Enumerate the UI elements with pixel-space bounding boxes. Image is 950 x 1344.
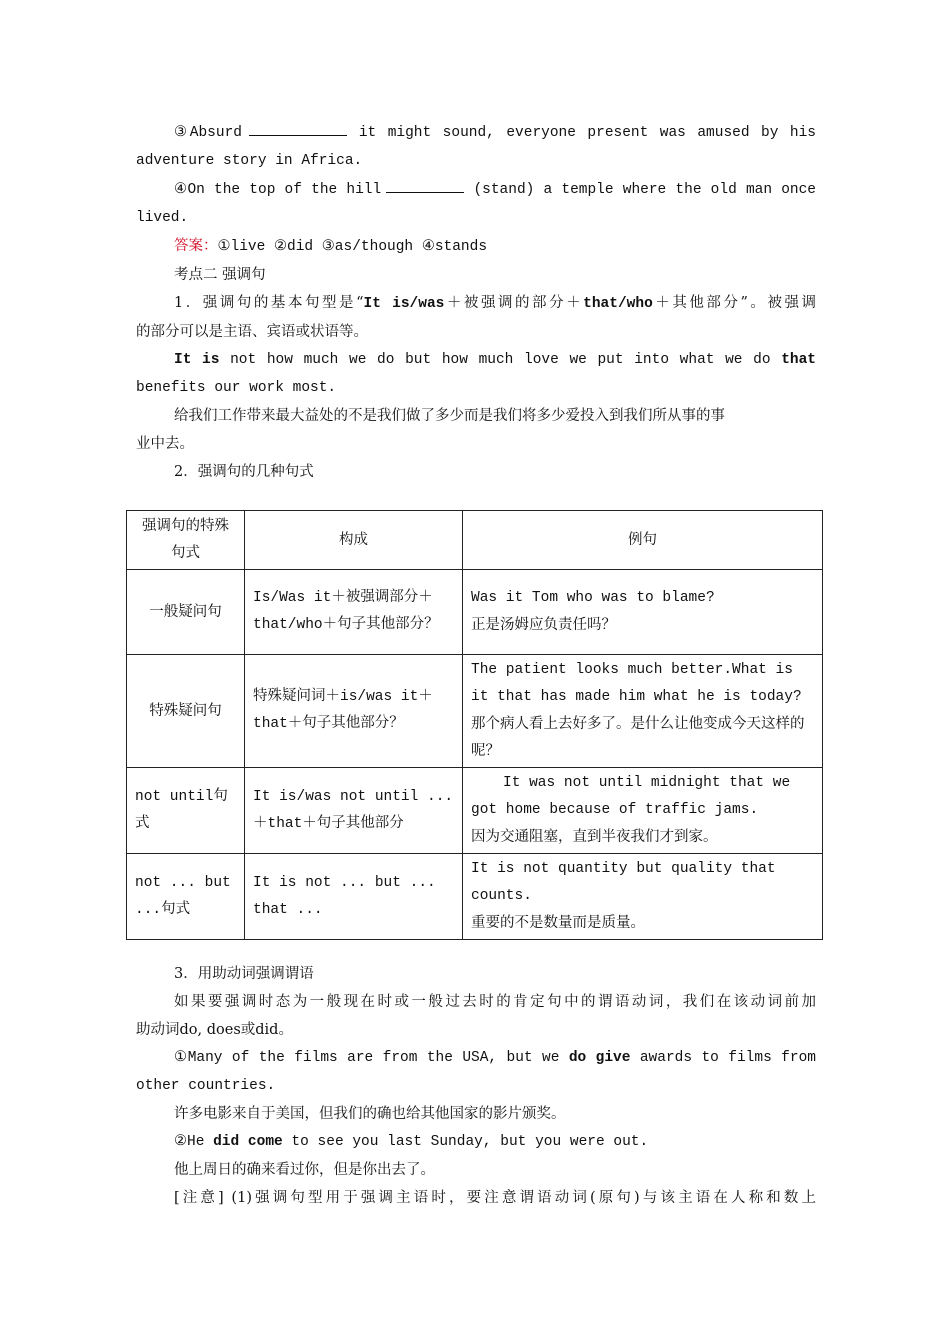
exercise-4-line1: ④On the top of the hill (stand) a temple where the old man once: [136, 175, 816, 204]
example-en-line2: benefits our work most.: [136, 380, 337, 396]
table-cell-example: The patient looks much better.What is it that has made him what he is today? 那个病人看上去好多了。是什么让他变成今天这样的呢？: [463, 655, 823, 768]
section-3-desc-line2: 助动词do, does或did。: [136, 1022, 293, 1038]
table-row: [127, 854, 823, 940]
example-1-line1: ①Many of the films are from the USA, but we do give awards to films from: [174, 1050, 816, 1066]
table-header-row: [127, 511, 823, 570]
exercise-4-line2: lived.: [136, 210, 189, 226]
section-3: [136, 960, 816, 1212]
example-1-line2: other countries.: [136, 1078, 276, 1094]
example-cn-line1: 给我们工作带来最大益处的不是我们做了多少而是我们将多少爱投入到我们所从事的事: [174, 408, 725, 424]
example-1-cn: 许多电影来自于美国，但我们的确也给其他国家的影片颁奖。: [174, 1106, 566, 1122]
table-cell-form: It is not ... but ... that ...: [245, 854, 463, 940]
note-line: [注意] (1)强调句型用于强调主语时，要注意谓语动词(原句)与该主语在人称和数上: [174, 1190, 816, 1206]
example-2-en: ②He did come to see you last Sunday, but you were out.: [174, 1134, 649, 1150]
example-2-cn: 他上周日的确来看过你，但是你出去了。: [174, 1162, 435, 1178]
table-cell-type: 一般疑问句: [127, 570, 245, 655]
answer-blank: [249, 119, 347, 136]
table-header: 强调句的特殊句式: [127, 511, 245, 570]
example-en-line1: It is not how much we do but how much love we put into what we do that: [174, 352, 816, 368]
table-row: [127, 570, 823, 655]
table-cell-type: 特殊疑问句: [127, 655, 245, 768]
table-cell-type: not until句式: [127, 768, 245, 854]
table-cell-form: Is/Was it＋被强调部分＋that/who＋句子其他部分？: [245, 570, 463, 655]
table-cell-type: not ... but ...句式: [127, 854, 245, 940]
table-cell-example: Was it Tom who was to blame? 正是汤姆应负责任吗？: [463, 570, 823, 655]
emphasis-table: [126, 510, 823, 940]
table-row: [127, 768, 823, 854]
page-body: [136, 118, 816, 486]
example-cn-line2: 业中去。: [136, 436, 194, 452]
answer-blank: [386, 176, 464, 193]
answer-line: 答案：①live ②did ③as/though ④stands: [174, 238, 488, 255]
table-row: [127, 655, 823, 768]
section-3-title: 3．用助动词强调谓语: [174, 966, 314, 982]
table-header: 构成: [245, 511, 463, 570]
exercise-3-line2: adventure story in Africa.: [136, 153, 363, 169]
answer-label: 答案：: [174, 238, 218, 254]
table-cell-form: It is/was not until ...＋that＋句子其他部分: [245, 768, 463, 854]
section-3-desc-line1: 如果要强调时态为一般现在时或一般过去时的肯定句中的谓语动词，我们在该动词前加: [174, 994, 816, 1010]
table-cell-form: 特殊疑问词＋is/was it＋that＋句子其他部分？: [245, 655, 463, 768]
section-2-p1-line1: 1．强调句的基本句型是“It is/was＋被强调的部分＋that/who＋其他部分”。被强调: [174, 295, 817, 312]
table-cell-example: It was not until midnight that we got home because of traffic jams. 因为交通阻塞，直到半夜我们才到家。: [463, 768, 823, 854]
table-cell-example: It is not quantity but quality that counts. 重要的不是数量而是质量。: [463, 854, 823, 940]
section-2-title: 考点二 强调句: [174, 267, 266, 283]
section-2-p1-line2: 的部分可以是主语、宾语或状语等。: [136, 324, 368, 340]
exercise-3-line1: ③Absurd it might sound, everyone present was amused by his: [136, 118, 816, 147]
table-header: 例句: [463, 511, 823, 570]
section-2-p2: 2．强调句的几种句式: [174, 464, 314, 480]
